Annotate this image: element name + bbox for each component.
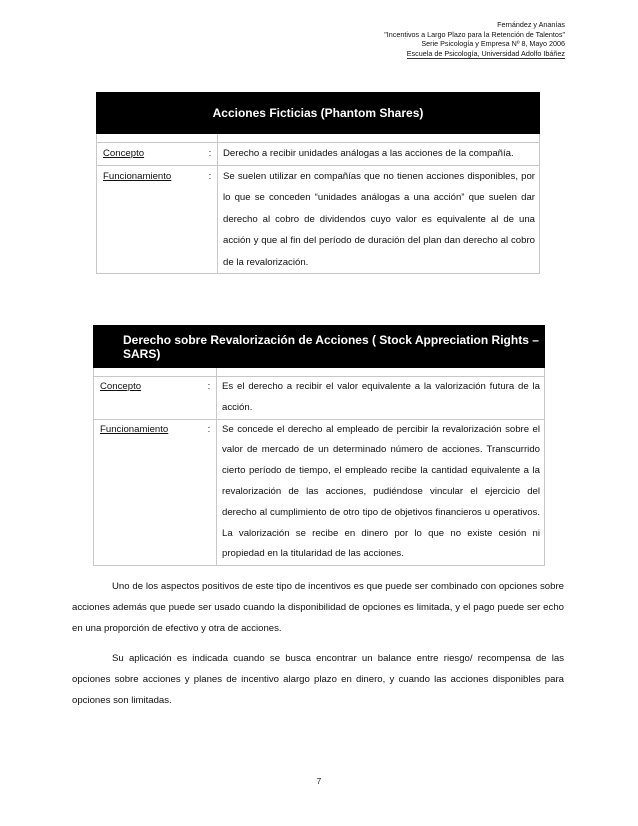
sars-table	[93, 325, 545, 566]
row-label: Funcionamiento	[100, 423, 169, 435]
definition-table	[96, 134, 540, 274]
header-school: Escuela de Psicología, Universidad Adolfo Ibáñez	[406, 48, 565, 58]
table-title-banner	[96, 92, 540, 134]
table-title: Derecho sobre Revalorización de Acciones ( Stock Appreciation Rights – SARS)	[123, 332, 539, 361]
table-row	[94, 419, 545, 566]
row-text: Se suelen utilizar en compañías que no tienen acciones disponibles, por lo que se conceden “unidades análogas a una acción” que suelen dar derecho al cobro de dividendos cuyo valor es equivalente al de una acción y que al fin del período de duración del plan dan derecho al cobro de la revalorización.	[218, 165, 540, 274]
body-paragraph	[72, 576, 564, 639]
table-row	[94, 377, 545, 420]
paragraph-text: Su aplicación es indicada cuando se busca encontrar un balance entre riesgo/ recompensa de las opciones sobre acciones y planes de incentivo alargo plazo en dinero, y cuando las acciones disponibles para opciones son limitadas.	[72, 653, 564, 706]
row-separator: :	[203, 165, 218, 274]
row-separator: :	[203, 143, 218, 166]
document-header	[384, 20, 565, 59]
row-label: Concepto	[100, 381, 142, 392]
row-label: Funcionamiento	[103, 170, 172, 182]
paragraph-text: Uno de los aspectos positivos de este tipo de incentivos es que puede ser combinado con opciones sobre acciones además que puede ser usado cuando la disponibilidad de opciones es limitada, y el pago puede ser echo en una proporción de efectivo y otra de acciones.	[72, 581, 564, 634]
header-series: Serie Psicología y Empresa Nº 8, Mayo 2006	[421, 39, 565, 48]
table-title: Acciones Ficticias (Phantom Shares)	[212, 106, 424, 120]
row-separator: :	[202, 377, 217, 420]
definition-table	[93, 368, 545, 566]
table-row	[97, 165, 540, 274]
row-separator: :	[202, 419, 217, 566]
phantom-shares-table	[96, 92, 540, 274]
table-row	[97, 143, 540, 166]
row-text: Es el derecho a recibir el valor equivalente a la valorización futura de la acción.	[217, 377, 545, 420]
page-number: 7	[316, 777, 322, 786]
header-authors: Fernández y Ananías	[497, 20, 565, 29]
header-title: "Incentivos a Largo Plazo para la Retención de Talentos"	[384, 29, 565, 39]
row-label: Concepto	[103, 148, 145, 159]
table-title-banner	[93, 325, 545, 368]
row-text: Derecho a recibir unidades análogas a las acciones de la compañía.	[218, 143, 540, 166]
row-text: Se concede el derecho al empleado de percibir la revalorización sobre el valor de mercado de un determinado número de acciones. Transcurrido cierto período de tiempo, el empleado recibe la cantidad equivalente a la revalorización de las acciones, pudiéndose vincular el ejercicio del derecho al cumplimiento de otro tipo de objetivos financieros u operativos. La valorización se recibe en dinero por lo que no existe cesión ni propiedad en la titularidad de las acciones.	[217, 419, 545, 566]
body-paragraph	[72, 648, 564, 711]
